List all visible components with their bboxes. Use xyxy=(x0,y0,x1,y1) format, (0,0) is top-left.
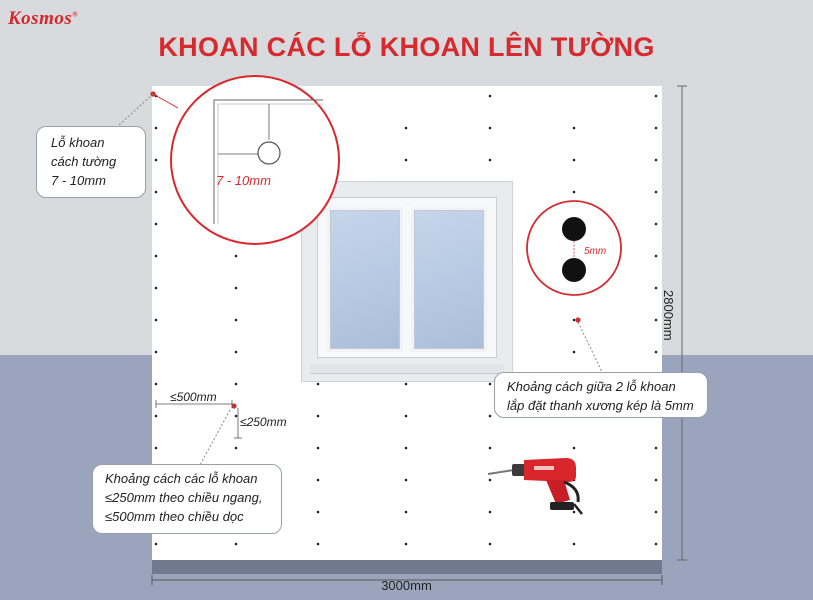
drill-hole xyxy=(235,255,238,258)
drill-hole xyxy=(655,127,658,130)
callout-edge-hole xyxy=(36,126,146,198)
height-label: 2800mm xyxy=(661,290,676,341)
drill-hole xyxy=(317,479,320,482)
callout-line: Khoảng cách giữa 2 lỗ khoan xyxy=(507,379,676,394)
callout-line: cách tường xyxy=(51,154,117,169)
drill-hole xyxy=(489,415,492,418)
leader-double xyxy=(578,322,603,374)
zoom-circle-double xyxy=(527,201,621,295)
drill-hole xyxy=(489,95,492,98)
drill-hole xyxy=(235,319,238,322)
double-hole-marker xyxy=(575,317,580,322)
drill-hole xyxy=(573,543,576,546)
drill-hole xyxy=(655,95,658,98)
drill-hole xyxy=(155,447,158,450)
drill-hole xyxy=(573,159,576,162)
callout-line: lắp đặt thanh xương kép là 5mm xyxy=(507,398,694,413)
drill-hole xyxy=(573,511,576,514)
drill-hole xyxy=(317,447,320,450)
v-spacing-label: ≤250mm xyxy=(240,415,287,429)
drill-hole xyxy=(155,223,158,226)
drill-hole xyxy=(655,511,658,514)
drill-hole xyxy=(655,287,658,290)
drill-hole xyxy=(573,191,576,194)
drill-hole xyxy=(655,447,658,450)
page-title: KHOAN CÁC LỖ KHOAN LÊN TƯỜNG xyxy=(158,32,655,62)
drill-hole xyxy=(235,383,238,386)
drill-hole xyxy=(655,351,658,354)
drill-hole xyxy=(155,191,158,194)
drill-hole xyxy=(655,255,658,258)
drill-hole xyxy=(489,479,492,482)
callout-line: Lỗ khoan xyxy=(51,135,105,150)
drill-hole xyxy=(155,127,158,130)
drill-hole xyxy=(405,383,408,386)
drill-hole xyxy=(655,191,658,194)
drill-hole xyxy=(489,159,492,162)
drill-hole xyxy=(405,159,408,162)
drill-hole xyxy=(317,383,320,386)
drill-hole xyxy=(155,415,158,418)
drill-hole xyxy=(155,543,158,546)
drill-hole xyxy=(489,383,492,386)
drill-hole xyxy=(573,351,576,354)
drill-hole xyxy=(155,319,158,322)
drill-hole xyxy=(655,159,658,162)
drill-hole xyxy=(405,511,408,514)
callout-double-hole xyxy=(494,372,708,418)
callout-line: 7 - 10mm xyxy=(51,173,106,188)
drill-hole xyxy=(155,383,158,386)
drill-hole xyxy=(489,511,492,514)
callout-line: Khoảng cách các lỗ khoan xyxy=(105,471,258,486)
drill-hole xyxy=(573,447,576,450)
drill-hole xyxy=(655,223,658,226)
drill-hole xyxy=(317,543,320,546)
width-label: 3000mm xyxy=(381,578,432,593)
drill-hole xyxy=(235,287,238,290)
edge-hole-zoomed xyxy=(258,142,280,164)
drill-hole xyxy=(573,319,576,322)
double-hole-top xyxy=(562,217,586,241)
leader-edge xyxy=(118,94,153,126)
drill-hole xyxy=(489,543,492,546)
drill-hole xyxy=(235,351,238,354)
zoom-gap-label: 5mm xyxy=(584,246,607,257)
drill-hole xyxy=(235,415,238,418)
drill-icon xyxy=(488,458,582,514)
drill-hole xyxy=(489,127,492,130)
drill-hole xyxy=(405,127,408,130)
drill-hole xyxy=(489,447,492,450)
drill-hole xyxy=(317,415,320,418)
drill-hole xyxy=(155,255,158,258)
drill-hole xyxy=(155,351,158,354)
drill-hole xyxy=(317,511,320,514)
leader-spacing xyxy=(200,410,230,465)
drill-hole xyxy=(405,479,408,482)
callout-spacing xyxy=(92,464,282,534)
drill-hole xyxy=(155,287,158,290)
leader-zoom xyxy=(153,94,178,108)
drill-hole xyxy=(405,543,408,546)
brand-logo: Kosmos® xyxy=(8,8,78,29)
h-spacing-label: ≤500mm xyxy=(170,390,217,404)
drill-hole xyxy=(405,415,408,418)
double-hole-bottom xyxy=(562,258,586,282)
drill-hole xyxy=(405,447,408,450)
drill-hole xyxy=(155,159,158,162)
drill-hole xyxy=(655,319,658,322)
drill-hole xyxy=(235,543,238,546)
zoom-edge-label: 7 - 10mm xyxy=(216,173,271,188)
zoom-circle-edge xyxy=(171,76,339,244)
drill-hole xyxy=(655,543,658,546)
drill-hole xyxy=(655,479,658,482)
callout-line: ≤250mm theo chiều ngang, xyxy=(105,490,263,505)
callout-line: ≤500mm theo chiều dọc xyxy=(105,509,244,524)
drill-hole xyxy=(235,447,238,450)
drill-hole xyxy=(573,127,576,130)
